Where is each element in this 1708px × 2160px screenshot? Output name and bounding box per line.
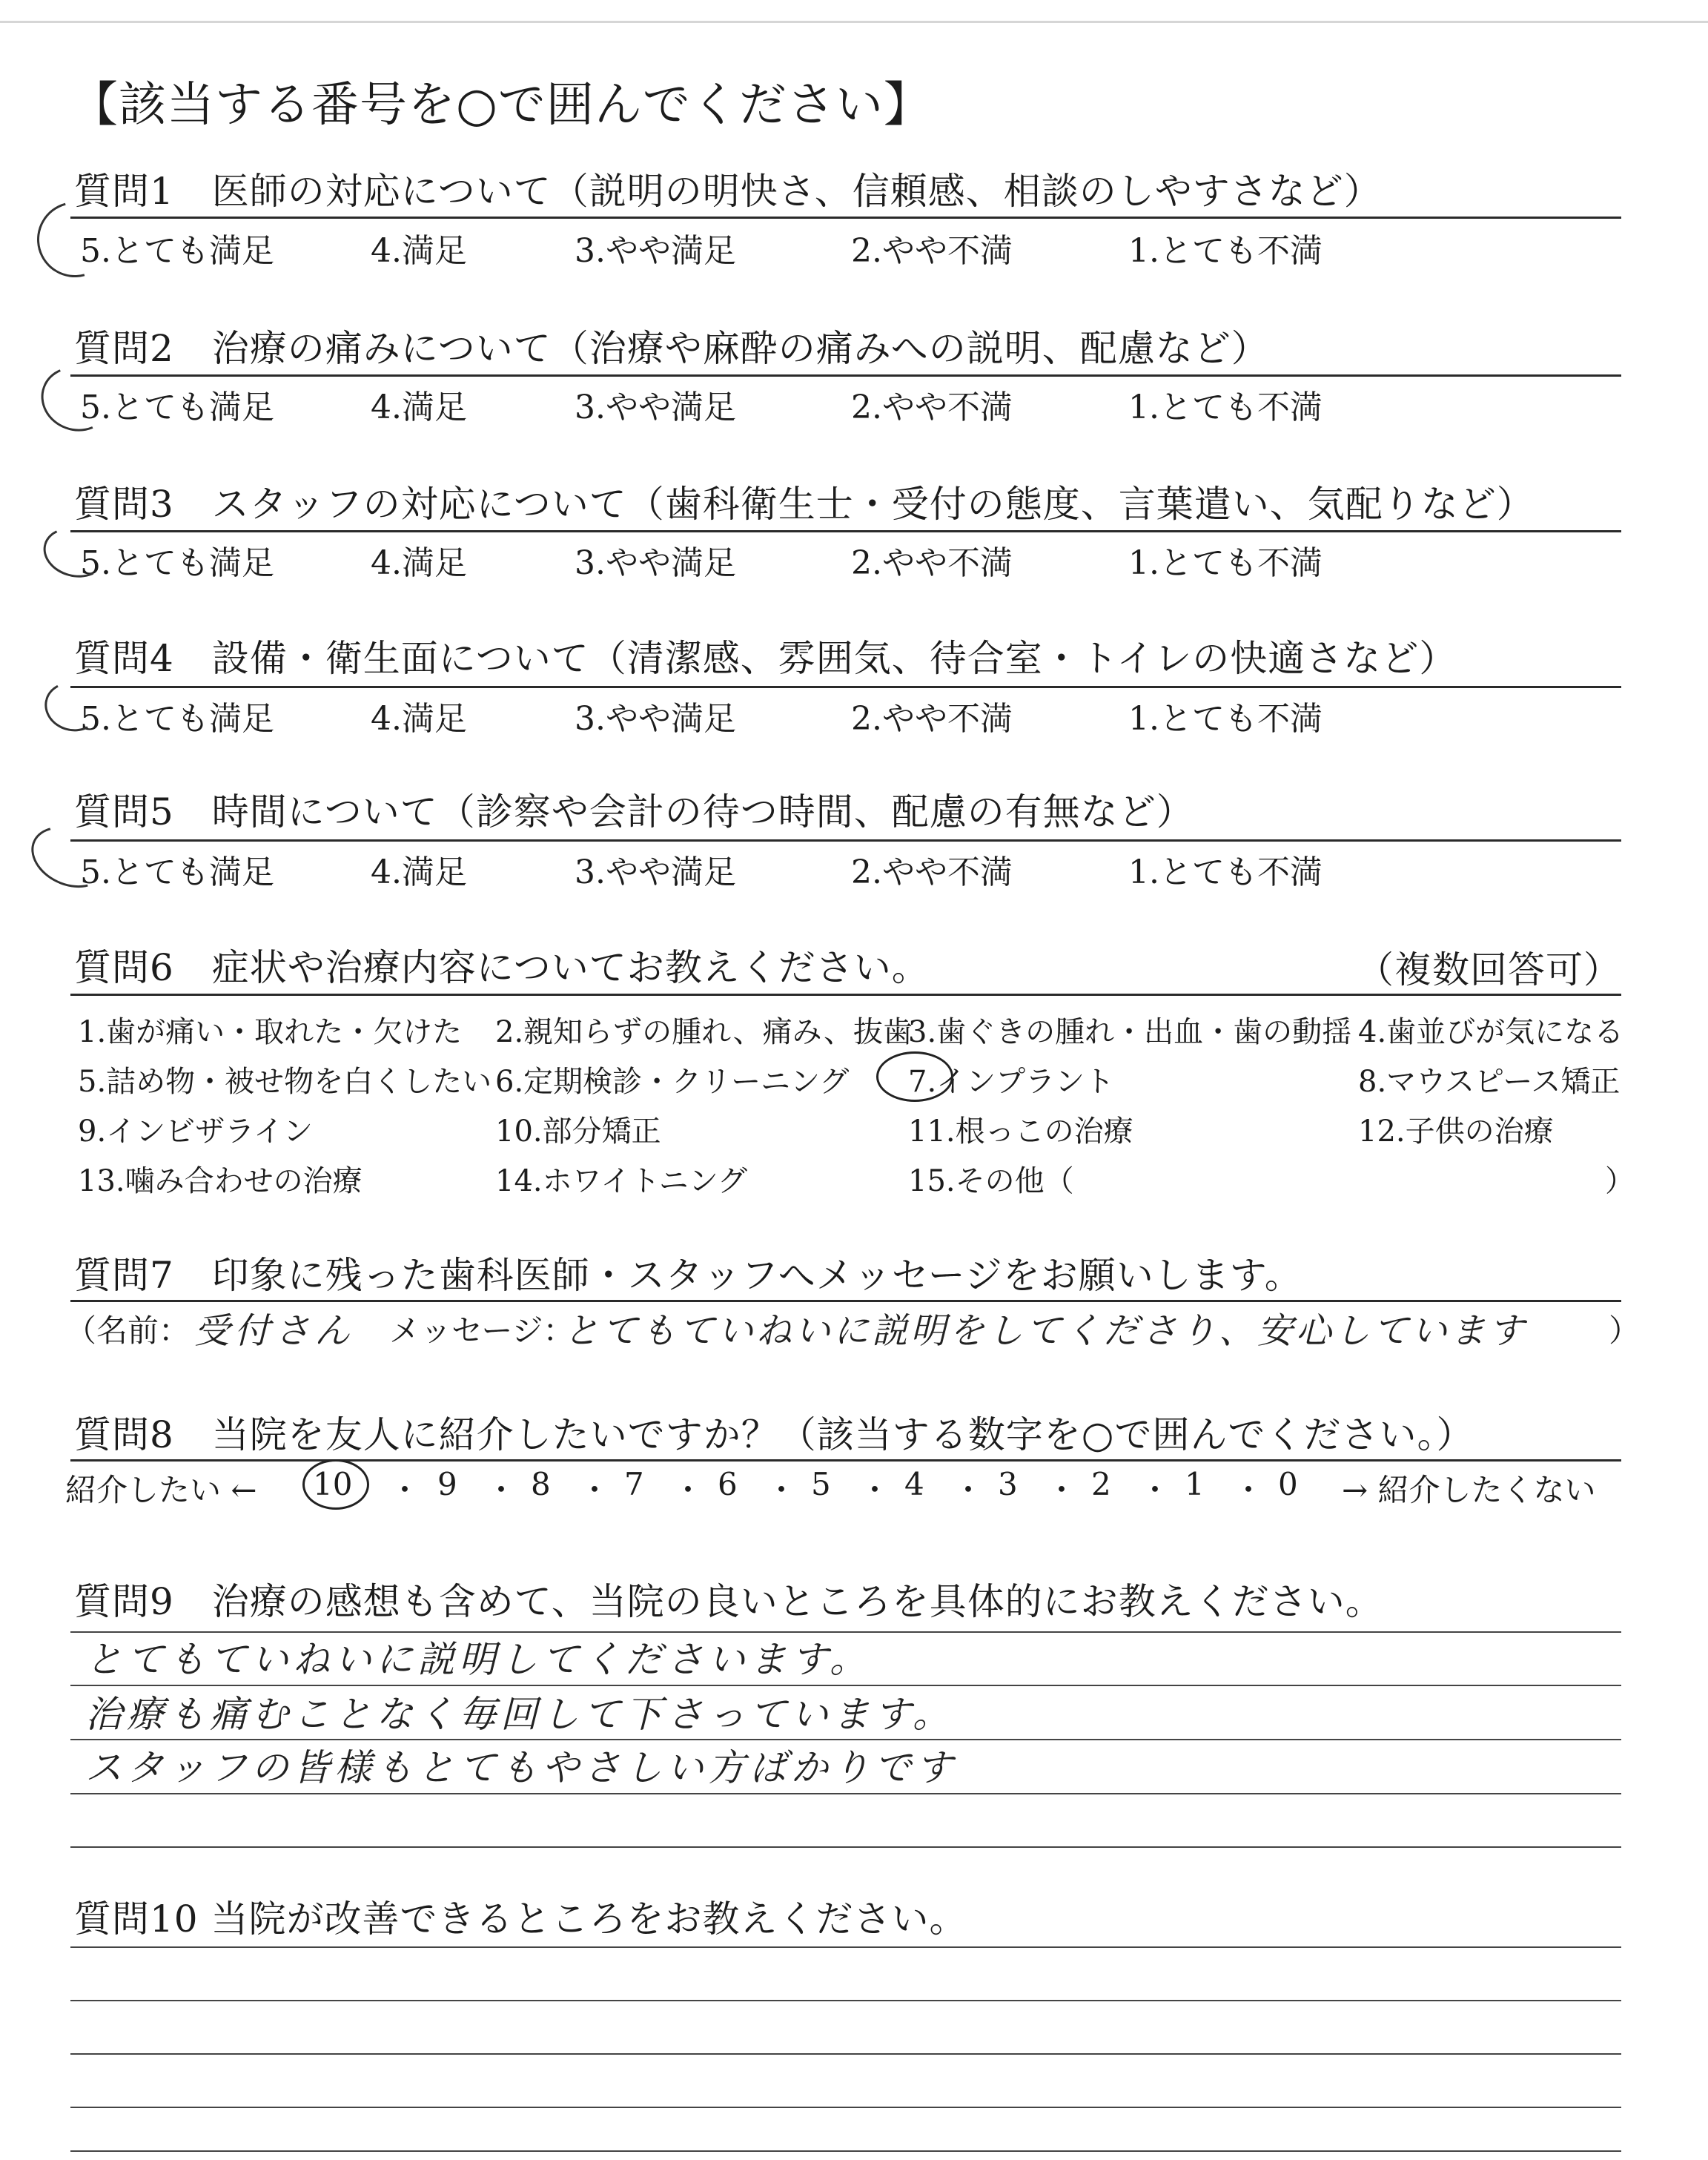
question-5-rule — [70, 839, 1621, 842]
q6-option-1[interactable]: 1.歯が痛い・取れた・欠けた — [78, 1015, 463, 1049]
question-2-rule — [70, 374, 1621, 377]
question-10-title: 質問10 当院が改善できるところをお教えください。 — [74, 1898, 967, 1941]
q10-answer-line-3 — [70, 2053, 1621, 2055]
q5-option-2[interactable]: 2.やや不満 — [851, 853, 1013, 891]
q6-option-15-close-paren: ） — [1605, 1164, 1635, 1198]
q3-option-4[interactable]: 4.満足 — [371, 544, 467, 582]
q8-score-9[interactable]: 9 — [437, 1466, 457, 1502]
q6-option-12[interactable]: 12.子供の治療 — [1358, 1114, 1554, 1149]
q1-option-1[interactable]: 1.とても不満 — [1128, 232, 1323, 270]
q8-score-10-circle-mark — [302, 1459, 369, 1510]
q10-answer-line-2 — [70, 2000, 1621, 2001]
q5-option-3[interactable]: 3.やや満足 — [575, 853, 736, 891]
q7-name-label: （名前： — [65, 1312, 191, 1349]
q3-option-2[interactable]: 2.やや不満 — [851, 544, 1013, 582]
q8-separator: ・ — [859, 1472, 891, 1508]
q6-option-9[interactable]: 9.インビザライン — [78, 1114, 313, 1149]
q8-score-4[interactable]: 4 — [904, 1466, 924, 1502]
question-5-title: 質問5 時間について（診察や会計の待つ時間、配慮の有無など） — [74, 790, 1194, 833]
question-9-title: 質問9 治療の感想も含めて、当院の良いところを具体的にお教えください。 — [74, 1580, 1383, 1623]
q6-option-14[interactable]: 14.ホワイトニング — [495, 1164, 748, 1198]
q8-score-5[interactable]: 5 — [811, 1466, 831, 1502]
q10-answer-line-4 — [70, 2107, 1621, 2108]
q6-option-3[interactable]: 3.歯ぐきの腫れ・出血・歯の動揺 — [908, 1015, 1352, 1049]
q8-score-7[interactable]: 7 — [624, 1466, 644, 1502]
question-6-rule — [70, 994, 1621, 996]
q5-option-5[interactable]: 5.とても満足 — [80, 853, 274, 891]
q8-score-3[interactable]: 3 — [998, 1466, 1018, 1502]
q2-option-5[interactable]: 5.とても満足 — [80, 389, 274, 426]
q2-option-3[interactable]: 3.やや満足 — [575, 389, 736, 426]
q8-score-2[interactable]: 2 — [1091, 1466, 1111, 1502]
q6-option-11[interactable]: 11.根っこの治療 — [908, 1114, 1133, 1149]
q3-option-3[interactable]: 3.やや満足 — [575, 544, 736, 582]
question-1-rule — [70, 217, 1621, 219]
q1-option-4[interactable]: 4.満足 — [371, 232, 467, 270]
q4-option-5[interactable]: 5.とても満足 — [80, 700, 274, 738]
q8-score-8[interactable]: 8 — [531, 1466, 551, 1502]
q8-score-0[interactable]: 0 — [1278, 1466, 1298, 1502]
q4-option-2[interactable]: 2.やや不満 — [851, 700, 1013, 738]
question-3-title: 質問3 スタッフの対応について（歯科衛生士・受付の態度、言葉遣い、気配りなど） — [74, 483, 1535, 526]
form-instruction-header: 【該当する番号を○で囲んでください】 — [70, 78, 932, 133]
q8-right-label: → 紹介したくない — [1342, 1472, 1596, 1508]
q7-close-paren: ） — [1609, 1312, 1641, 1349]
question-6-multiple-answer-note: （複数回答可） — [1357, 948, 1621, 991]
q6-option-7-circle-mark — [876, 1051, 953, 1102]
q9-answer-handwritten-3[interactable]: スタッフの皆様もとてもやさしい方ばかりです — [85, 1746, 957, 1789]
q2-option-2[interactable]: 2.やや不満 — [851, 389, 1013, 426]
q8-separator: ・ — [1233, 1472, 1265, 1508]
q8-separator: ・ — [1046, 1472, 1078, 1508]
q7-name-handwritten[interactable]: 受付さん — [194, 1310, 355, 1352]
q3-option-5[interactable]: 5.とても満足 — [80, 544, 274, 582]
question-4-rule — [70, 686, 1621, 688]
q6-option-5[interactable]: 5.詰め物・被せ物を白くしたい — [78, 1065, 492, 1099]
q6-option-8[interactable]: 8.マウスピース矯正 — [1358, 1065, 1621, 1099]
q4-option-4[interactable]: 4.満足 — [371, 700, 467, 738]
question-7-title: 質問7 印象に残った歯科医師・スタッフへメッセージをお願いします。 — [74, 1254, 1302, 1297]
q8-separator: ・ — [579, 1472, 611, 1508]
question-6-title: 質問6 症状や治療内容についてお教えください。 — [74, 946, 930, 989]
q6-option-2[interactable]: 2.親知らずの腫れ、痛み、抜歯 — [495, 1015, 913, 1049]
q6-option-6[interactable]: 6.定期検診・クリーニング — [495, 1065, 850, 1099]
q6-option-4[interactable]: 4.歯並びが気になる — [1358, 1015, 1624, 1049]
q8-separator: ・ — [953, 1472, 984, 1508]
q1-option-3[interactable]: 3.やや満足 — [575, 232, 736, 270]
q8-separator: ・ — [389, 1472, 421, 1508]
q2-option-4[interactable]: 4.満足 — [371, 389, 467, 426]
q8-separator: ・ — [672, 1472, 704, 1508]
question-4-title: 質問4 設備・衛生面について（清潔感、雰囲気、待合室・トイレの快適さなど） — [74, 637, 1457, 680]
q10-answer-line-1 — [70, 1946, 1621, 1948]
q8-separator: ・ — [766, 1472, 798, 1508]
q6-option-7[interactable]: 7.インプラント — [908, 1065, 1115, 1099]
q8-score-6[interactable]: 6 — [718, 1466, 738, 1502]
q9-answer-line-4 — [70, 1793, 1621, 1794]
question-8-rule — [70, 1459, 1621, 1462]
q5-option-1[interactable]: 1.とても不満 — [1128, 853, 1323, 891]
q9-answer-handwritten-1[interactable]: とてもていねいに説明してくださいます。 — [85, 1638, 871, 1681]
q4-option-1[interactable]: 1.とても不満 — [1128, 700, 1323, 738]
q8-left-label: 紹介したい ← — [65, 1472, 257, 1508]
q8-separator: ・ — [486, 1472, 517, 1508]
q9-answer-line-5 — [70, 1846, 1621, 1848]
q5-option-4[interactable]: 4.満足 — [371, 853, 467, 891]
q7-message-handwritten[interactable]: とてもていねいに説明をしてくださり、安心しています — [563, 1310, 1528, 1352]
q6-option-13[interactable]: 13.噛み合わせの治療 — [78, 1164, 363, 1198]
q9-answer-handwritten-2[interactable]: 治療も痛むことなく毎回して下さっています。 — [85, 1693, 954, 1736]
q6-option-10[interactable]: 10.部分矯正 — [495, 1114, 661, 1149]
q1-option-2[interactable]: 2.やや不満 — [851, 232, 1013, 270]
q8-score-10[interactable]: 10 — [313, 1466, 353, 1502]
question-3-rule — [70, 530, 1621, 532]
q8-score-1[interactable]: 1 — [1185, 1466, 1205, 1502]
q6-option-15[interactable]: 15.その他（ — [908, 1164, 1074, 1198]
question-8-title: 質問8 当院を友人に紹介したいですか？（該当する数字を○で囲んでください。） — [74, 1413, 1474, 1456]
q1-option-5[interactable]: 5.とても満足 — [80, 232, 274, 270]
q8-separator: ・ — [1139, 1472, 1171, 1508]
scan-top-edge — [0, 21, 1708, 23]
q2-option-1[interactable]: 1.とても不満 — [1128, 389, 1323, 426]
question-2-title: 質問2 治療の痛みについて（治療や麻酔の痛みへの説明、配慮など） — [74, 327, 1269, 370]
q10-answer-line-5 — [70, 2150, 1621, 2152]
q7-message-label: メッセージ： — [389, 1312, 575, 1349]
question-1-title: 質問1 医師の対応について（説明の明快さ、信頼感、相談のしやすさなど） — [74, 170, 1382, 213]
q4-option-3[interactable]: 3.やや満足 — [575, 700, 736, 738]
q3-option-1[interactable]: 1.とても不満 — [1128, 544, 1323, 582]
